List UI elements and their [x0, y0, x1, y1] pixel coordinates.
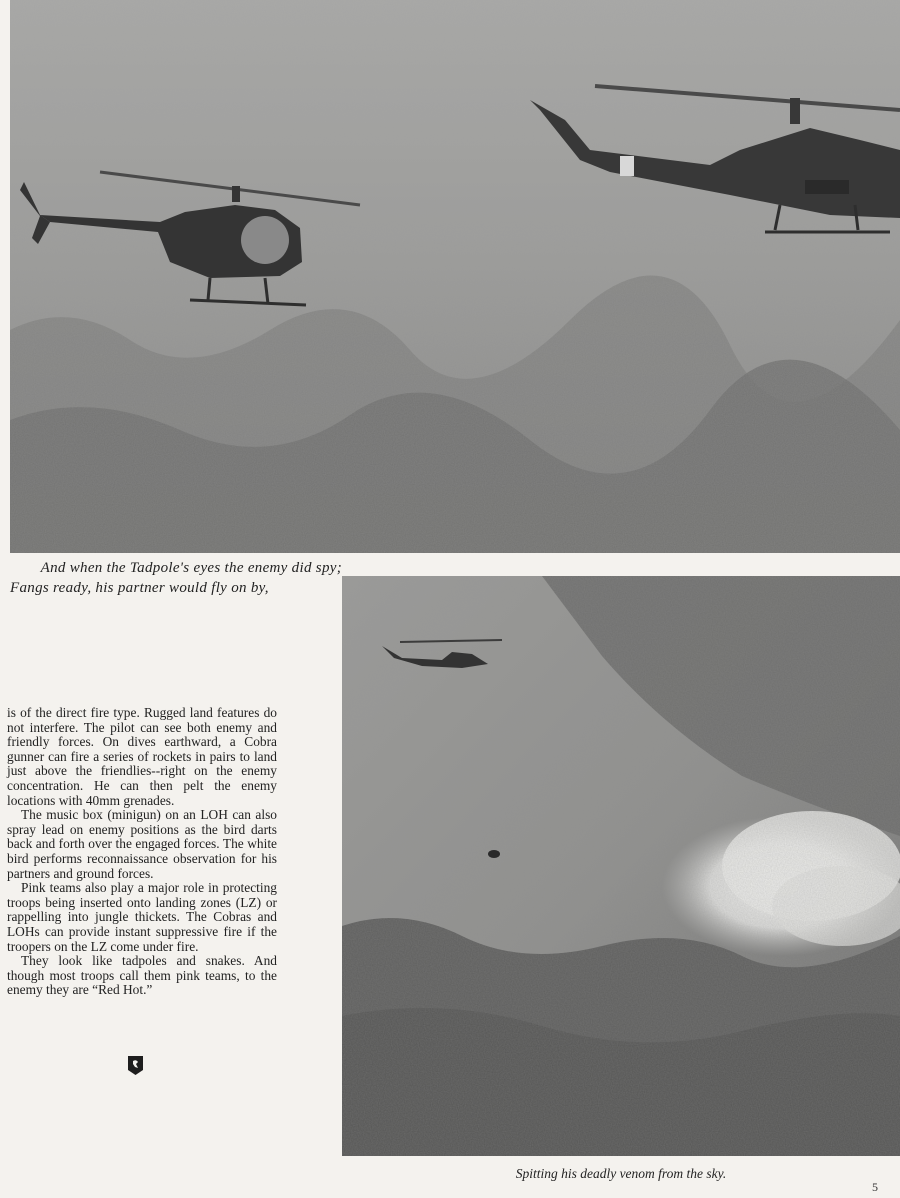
page-number: 5	[872, 1180, 878, 1194]
body-paragraph-2: The music box (minigun) on an LOH can also spray lead on enemy positions as the bird darts back and forth over the engaged forces. The white bird performs reconnaissance observation for his partners and ground forces.	[7, 807, 277, 881]
bottom-photo-caption: Spitting his deadly venom from the sky.	[515, 1166, 727, 1181]
top-photo-caption	[10, 558, 340, 598]
caption-line-2: Fangs ready, his partner would fly on by,	[10, 580, 269, 596]
cobra-firing-photo	[342, 576, 900, 1156]
division-emblem-icon	[126, 1055, 145, 1076]
article-body	[7, 706, 277, 998]
body-paragraph-4: They look like tadpoles and snakes. And though most troops call them pink teams, to the enemy they are “Red Hot.”	[7, 953, 277, 998]
caption-line-1: And when the Tadpole's eyes the enemy did spy;	[40, 560, 342, 576]
debris-icon	[488, 850, 500, 858]
body-paragraph-3: Pink teams also play a major role in protecting troops being inserted onto landing zones (LZ) or rappelling into jungle thickets. The Cobras and LOHs can provide instant suppressive fire if the troopers on the LZ come under fire.	[7, 880, 277, 954]
helicopters-photo	[10, 0, 900, 553]
body-paragraph-1: is of the direct fire type. Rugged land features do not interfere. The pilot can see both enemy and friendly forces. On dives earthward, a Cobra gunner can fire a series of rockets in pairs to land just above the friendlies--right on the enemy concentration. He can then pelt the enemy locations with 40mm grenades.	[7, 705, 277, 808]
